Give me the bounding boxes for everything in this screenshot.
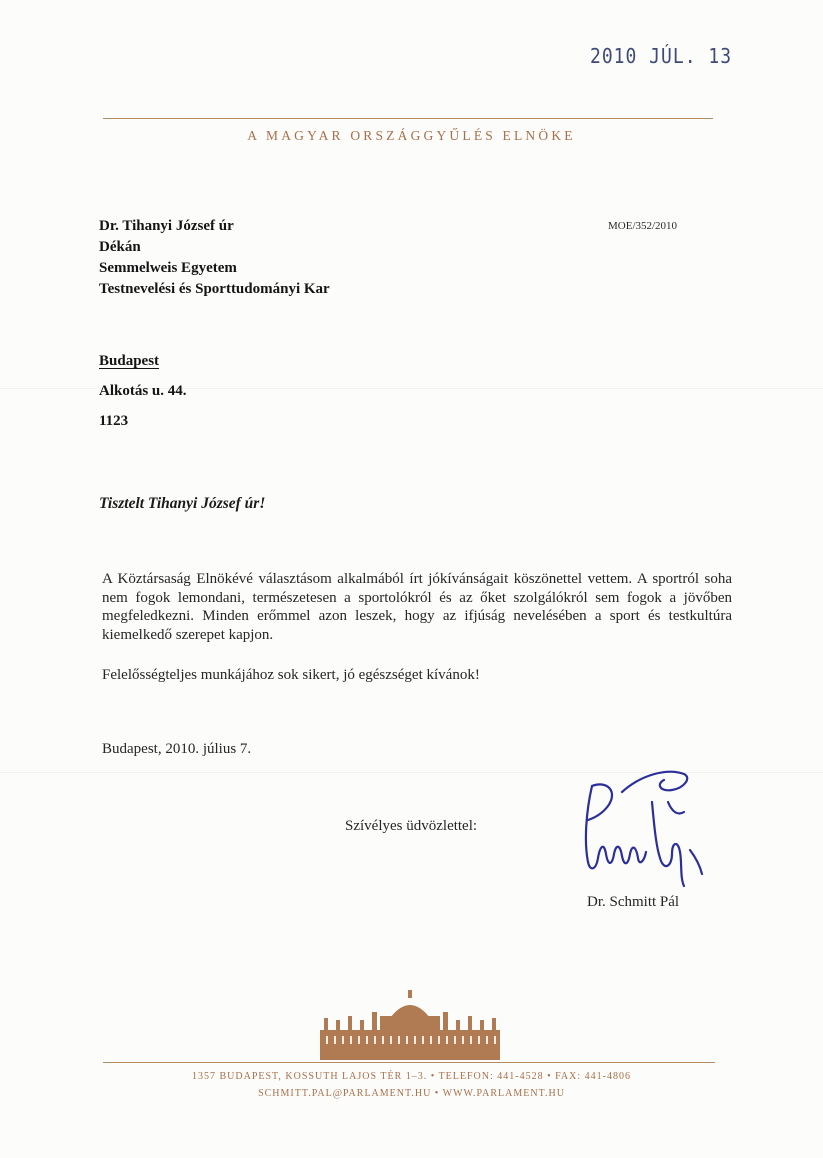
place-date: Budapest, 2010. július 7.: [102, 741, 252, 757]
body-paragraph-2: Felelősségteljes munkájához sok sikert, jó egészséget kívánok!: [102, 667, 480, 683]
body-paragraph-1: A Köztársaság Elnökévé választásom alkalmából írt jókívánságait köszönettel vettem. A sportról soha nem fogok lemondani, természetesen a sportolókról és az őket szolgálókról sem fogok a jövőben megfeledkezni. Minden erőmmel azon leszek, hogy az ifjúság nevelésében a sport és testkultúra kiemelkedő szerepet kapjon.: [102, 571, 732, 643]
recipient-title: Dékán: [99, 239, 141, 255]
received-date-stamp: 2010 JÚL. 13: [590, 44, 733, 69]
closing-phrase: Szívélyes üdvözlettel:: [345, 818, 478, 834]
handwritten-signature: [572, 762, 712, 892]
footer-address: 1357 BUDAPEST, KOSSUTH LAJOS TÉR 1–3. • TELEFON: 441-4528 • FAX: 441-4806: [191, 1071, 631, 1082]
recipient-faculty: Testnevelési és Sporttudományi Kar: [99, 281, 330, 297]
footer-rule: [103, 1062, 715, 1063]
footer-contact: SCHMITT.PAL@PARLAMENT.HU • WWW.PARLAMENT.HU: [258, 1088, 565, 1099]
signer-name: Dr. Schmitt Pál: [587, 894, 680, 910]
salutation: Tisztelt Tihanyi József úr!: [99, 495, 266, 512]
recipient-city: Budapest: [99, 353, 160, 369]
recipient-institution: Semmelweis Egyetem: [99, 260, 237, 276]
recipient-street: Alkotás u. 44.: [99, 383, 187, 399]
recipient-name: Dr. Tihanyi József úr: [99, 218, 234, 234]
letterhead-title: A MAGYAR ORSZÁGGYŰLÉS ELNÖKE: [247, 128, 576, 143]
letterhead-rule: [103, 118, 713, 119]
reference-number: MOE/352/2010: [608, 220, 678, 232]
recipient-postcode: 1123: [99, 413, 129, 429]
parliament-building-logo: [310, 990, 510, 1064]
